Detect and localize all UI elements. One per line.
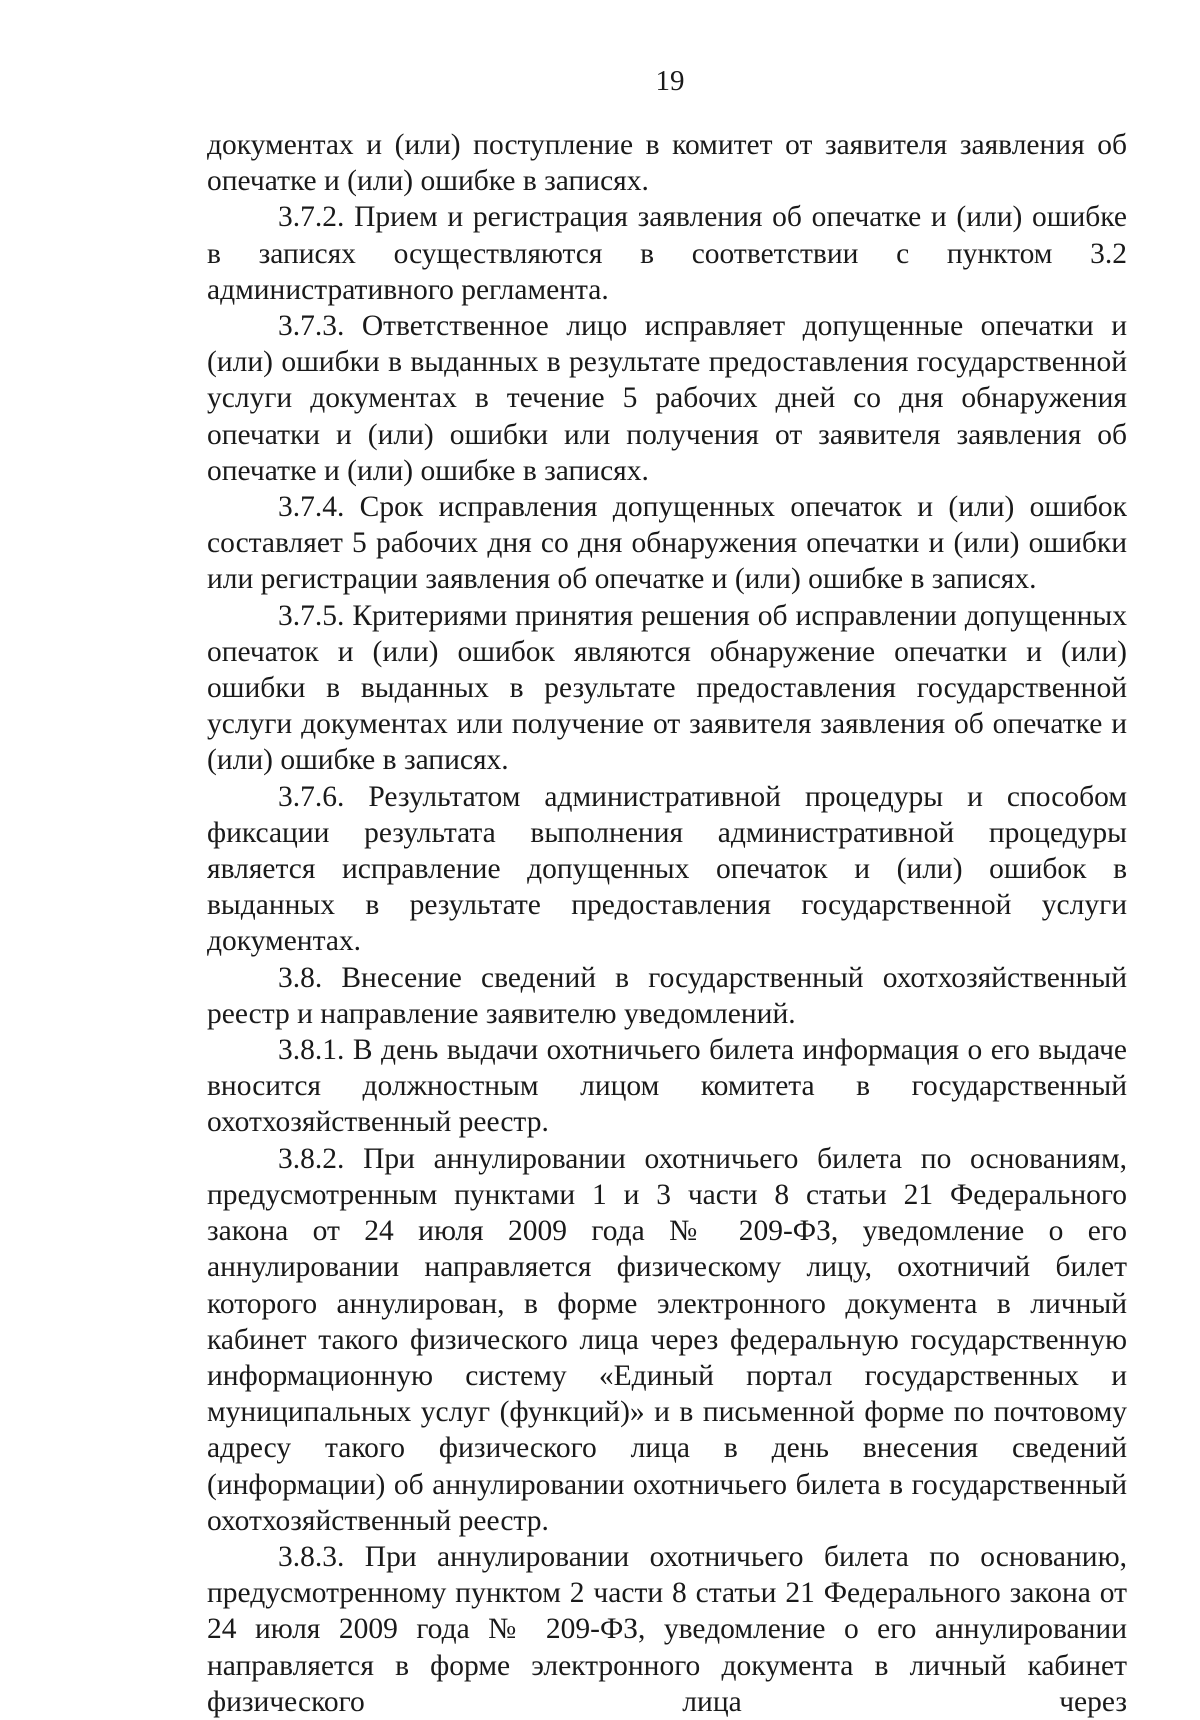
paragraph-3-8: 3.8. Внесение сведений в государственный охотхозяйственный реестр и направление заявителю уведомлений. xyxy=(207,961,1127,1030)
paragraph-3-7-4: 3.7.4. Срок исправления допущенных опечаток и (или) ошибок составляет 5 рабочих дня со дня обнаружения опечатки и (или) ошибки или регистрации заявления об опечатке и (или) ошибке в записях. xyxy=(207,491,1127,596)
paragraph-3-7-5: 3.7.5. Критериями принятия решения об исправлении допущенных опечаток и (или) ошибок являются обнаружение опечатки и (или) ошибки в выданных в результате предоставления государственной услуги документах или получение от заявителя заявления об опечатке и (или) ошибке в записях. xyxy=(207,599,1127,777)
document-body xyxy=(207,127,1127,1720)
paragraph-3-7-6: 3.7.6. Результатом административной процедуры и способом фиксации результата выполнения административной процедуры является исправление допущенных опечаток и (или) ошибок в выданных в результате предоставления государственной услуги документах. xyxy=(207,780,1127,958)
page-number: 19 xyxy=(655,65,685,97)
paragraph-3-8-2: 3.8.2. При аннулировании охотничьего билета по основаниям, предусмотренным пунктами 1 и 3 части 8 статьи 21 Федерального закона от 24 июля 2009 года № 209-ФЗ, уведомление о его аннулировании направляется физическому лицу, охотничий билет которого аннулирован, в форме электронного документа в личный кабинет такого физического лица через федеральную государственную информационную систему «Единый портал государственных и муниципальных услуг (функций)» и в письменной форме по почтовому адресу такого физического лица в день внесения сведений (информации) об аннулировании охотничьего билета в государственный охотхозяйственный реестр. xyxy=(207,1142,1127,1537)
paragraph-continuation: документах и (или) поступление в комитет от заявителя заявления об опечатке и (или) ошибке в записях. xyxy=(207,129,1127,198)
paragraph-3-8-3: 3.8.3. При аннулировании охотничьего билета по основанию, предусмотренному пунктом 2 части 8 статьи 21 Федерального закона от 24 июля 2009 года № 209-ФЗ, уведомление о его аннулировании направляется в форме электронного документа в личный кабинет физического лица через xyxy=(207,1540,1127,1718)
paragraph-3-7-3: 3.7.3. Ответственное лицо исправляет допущенные опечатки и (или) ошибки в выданных в результате предоставления государственной услуги документах в течение 5 рабочих дней со дня обнаружения опечатки и (или) ошибки или получения от заявителя заявления об опечатке и (или) ошибке в записях. xyxy=(207,310,1127,487)
paragraph-3-7-2: 3.7.2. Прием и регистрация заявления об опечатке и (или) ошибке в записях осуществляются в соответствии с пунктом 3.2 административного регламента. xyxy=(207,201,1127,306)
paragraph-3-8-1: 3.8.1. В день выдачи охотничьего билета информация о его выдаче вносится должностным лицом комитета в государственный охотхозяйственный реестр. xyxy=(207,1034,1127,1139)
